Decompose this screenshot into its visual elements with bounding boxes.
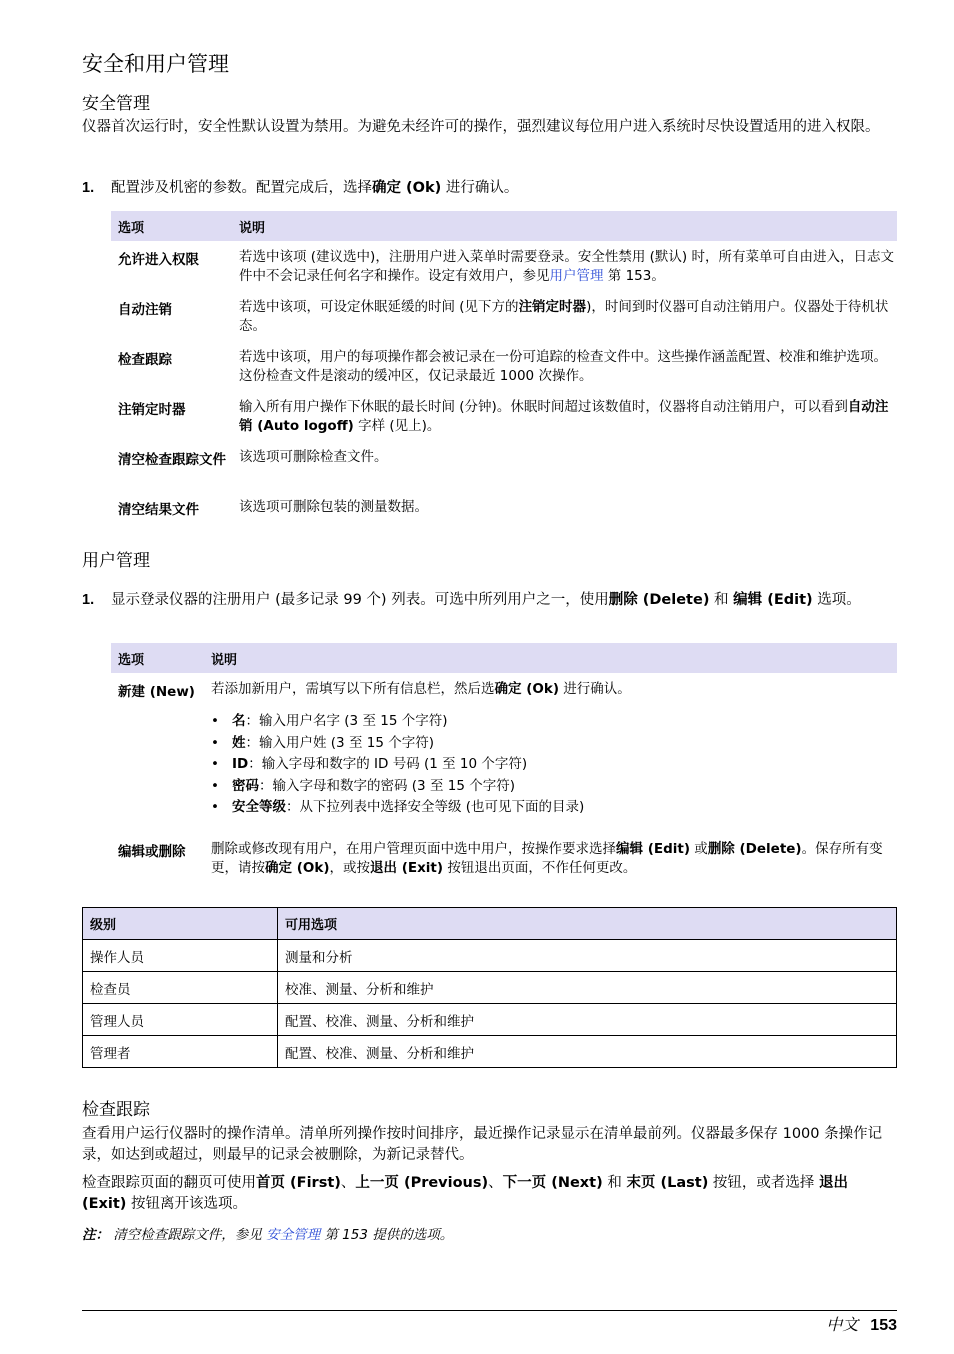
exit-term: 退出 (Exit) xyxy=(82,1175,849,1212)
option-name: 清空结果文件 xyxy=(118,502,199,518)
option-description xyxy=(239,398,897,448)
field-text: ：输入用户姓 (3 至 15 个字符) xyxy=(245,734,434,751)
table-row xyxy=(111,298,897,348)
text-part: 、 xyxy=(340,1175,356,1191)
level-cell: 管理者 xyxy=(83,1036,278,1068)
table-row xyxy=(111,680,897,819)
step-text xyxy=(111,590,897,610)
page-footer xyxy=(826,1312,897,1335)
header-description: 说明 xyxy=(239,220,266,236)
first-term: 首页 (First) xyxy=(256,1175,341,1191)
table-header xyxy=(111,643,897,673)
note-label: 注： xyxy=(82,1227,109,1243)
step-text-part: 显示登录仪器的注册用户 (最多记录 99 个) 列表。可选中所列用户之一，使用 xyxy=(111,592,609,608)
desc-part: 。保存所有变更，请按 xyxy=(211,840,883,876)
step-text xyxy=(111,178,897,198)
security-intro: 仪器首次运行时，安全性默认设置为禁用。为避免未经许可的操作，强烈建议每位用户进入系统时尽快设置适用的进入权限。 xyxy=(82,119,880,135)
options-cell: 校准、测量、分析和维护 xyxy=(278,972,897,1004)
option-name: 编辑或删除 xyxy=(118,843,186,860)
section-heading-audit: 检查跟踪 xyxy=(82,1100,150,1120)
desc-part: 删除或修改现有用户，在用户管理页面中选中用户，按操作要求选择 xyxy=(211,840,616,857)
security-options-table xyxy=(111,211,897,528)
text-part: 按钮离开该选项。 xyxy=(126,1196,248,1212)
header-description: 说明 xyxy=(211,652,238,668)
desc-part: 若选中该项 (建议选中)，注册用户进入菜单时需要登录。安全性禁用 (默认) 时，所有菜单可自由进入，日志文件中不会记录任何名字和操作。设定有效用户，参见 xyxy=(239,249,894,284)
next-term: 下一页 (Next) xyxy=(502,1175,603,1191)
level-cell: 管理人员 xyxy=(83,1004,278,1036)
note-text: 第 153 提供的选项。 xyxy=(320,1227,454,1243)
security-management-link[interactable]: 安全管理 xyxy=(266,1227,321,1243)
options-cell: 配置、校准、测量、分析和维护 xyxy=(278,1004,897,1036)
field-text: ：从下拉列表中选择安全等级 (也可见下面的目录) xyxy=(286,799,585,815)
table-row xyxy=(111,448,897,498)
option-name: 允许进入权限 xyxy=(118,252,199,268)
page-title: 安全和用户管理 xyxy=(82,52,229,76)
field-label: 名 xyxy=(232,713,246,729)
option-name: 注销定时器 xyxy=(118,402,186,418)
level-cell: 操作人员 xyxy=(83,940,278,972)
section-heading-security: 安全管理 xyxy=(82,94,150,114)
level-cell: 检查员 xyxy=(83,972,278,1004)
note-text: 清空检查跟踪文件，参见 xyxy=(109,1227,267,1243)
text-part: 检查跟踪页面的翻页可使用 xyxy=(82,1175,256,1191)
list-item xyxy=(211,754,897,776)
security-levels-table xyxy=(82,907,897,1068)
options-cell: 配置、校准、测量、分析和维护 xyxy=(278,1036,897,1068)
step-number: 1. xyxy=(82,592,95,608)
table-row xyxy=(83,1004,897,1036)
table-row xyxy=(83,1036,897,1068)
note xyxy=(82,1223,453,1243)
option-name: 自动注销 xyxy=(118,302,172,318)
ok-term: 确定 (Ok) xyxy=(265,859,330,876)
users-step-1 xyxy=(82,590,897,610)
option-description xyxy=(239,298,897,348)
option-description: 该选项可删除检查文件。 xyxy=(239,449,388,465)
security-step-1 xyxy=(82,178,897,198)
field-label: 姓 xyxy=(232,734,246,751)
list-item xyxy=(211,711,897,733)
exit-term: 退出 (Exit) xyxy=(370,859,444,876)
user-management-link[interactable]: 用户管理 xyxy=(549,268,604,284)
table-row xyxy=(111,840,897,878)
audit-paragraph-1: 查看用户运行仪器时的操作清单。清单所列操作按时间排序，最近操作记录显示在清单最前列。仪器最多保存 1000 条操作记录，如达到或超过，则最早的记录会被删除，为新记录替代。 xyxy=(82,1126,883,1163)
table-row xyxy=(83,940,897,972)
option-description xyxy=(211,680,897,819)
text-part: 、 xyxy=(488,1175,503,1191)
field-text: ：输入字母和数字的 ID 号码 (1 至 10 个字符) xyxy=(248,756,528,772)
option-description: 若选中该项，用户的每项操作都会被记录在一份可追踪的检查文件中。这些操作涵盖配置、校准和维护选项。这份检查文件是滚动的缓冲区，仅记录最近 1000 次操作。 xyxy=(239,349,887,384)
new-user-intro xyxy=(211,680,897,699)
edit-term: 编辑 (Edit) xyxy=(733,592,813,608)
footer-divider xyxy=(82,1310,897,1311)
table-header xyxy=(83,908,897,940)
option-description xyxy=(211,840,897,878)
delete-term: 删除 (Delete) xyxy=(707,840,802,857)
field-label: 安全等级 xyxy=(232,799,286,815)
header-available-options: 可用选项 xyxy=(278,908,897,940)
desc-part: 进行确认。 xyxy=(559,681,631,697)
edit-term: 编辑 (Edit) xyxy=(616,840,691,857)
step-text-part: 配置涉及机密的参数。配置完成后，选择 xyxy=(111,180,372,196)
section-heading-users: 用户管理 xyxy=(82,551,150,571)
desc-part: )，时间到时仪器可自动注销用户。仪器处于待机状态。 xyxy=(239,299,889,334)
field-text: ：输入字母和数字的密码 (3 至 15 个字符) xyxy=(259,777,515,794)
desc-part: 第 153。 xyxy=(603,268,665,284)
desc-part: 按钮退出页面，不作任何更改。 xyxy=(443,859,637,876)
header-option: 选项 xyxy=(118,652,145,668)
last-term: 末页 (Last) xyxy=(626,1175,709,1191)
step-text-part: 和 xyxy=(709,592,734,608)
table-row xyxy=(111,498,897,528)
table-row xyxy=(111,348,897,398)
desc-part: 或 xyxy=(690,840,708,857)
step-number: 1. xyxy=(82,180,95,196)
step-text-part: 进行确认。 xyxy=(441,180,519,196)
option-name: 新建 (New) xyxy=(118,684,195,700)
option-name: 清空检查跟踪文件 xyxy=(118,452,226,468)
page-number: 153 xyxy=(870,1317,897,1334)
text-part: 和 xyxy=(602,1175,627,1191)
user-fields-list xyxy=(211,711,897,819)
delete-term: 删除 (Delete) xyxy=(608,592,710,608)
option-description: 该选项可删除包装的测量数据。 xyxy=(239,499,428,515)
desc-part: 输入所有用户操作下休眠的最长时间 (分钟)。休眠时间超过该数值时，仪器将自动注销用户，可以看到 xyxy=(239,399,848,415)
header-option: 选项 xyxy=(118,220,145,236)
ok-term: 确定 (Ok) xyxy=(494,681,559,697)
users-options-table xyxy=(111,643,897,878)
table-row xyxy=(111,398,897,448)
desc-part: 若添加新用户，需填写以下所有信息栏，然后选 xyxy=(211,681,495,697)
logoff-timer-term: 注销定时器 xyxy=(518,299,587,315)
list-item xyxy=(211,776,897,798)
desc-part: ，或按 xyxy=(329,859,370,876)
table-header xyxy=(111,211,897,241)
ok-term: 确定 (Ok) xyxy=(372,180,442,196)
list-item xyxy=(211,733,897,755)
table-row xyxy=(111,248,897,298)
field-label: ID xyxy=(232,756,249,772)
options-cell: 测量和分析 xyxy=(278,940,897,972)
list-item xyxy=(211,797,897,819)
table-row xyxy=(83,972,897,1004)
auto-logoff-term: 自动注销 (Auto logoff) xyxy=(239,399,889,434)
desc-part: 字样 (见上)。 xyxy=(353,418,441,434)
field-label: 密码 xyxy=(232,777,259,794)
field-text: ：输入用户名字 (3 至 15 个字符) xyxy=(245,713,448,729)
previous-term: 上一页 (Previous) xyxy=(355,1175,489,1191)
footer-language: 中文 xyxy=(826,1315,859,1334)
text-part: 按钮，或者选择 xyxy=(708,1175,820,1191)
header-level: 级别 xyxy=(83,908,278,940)
audit-paragraph-2 xyxy=(82,1173,897,1215)
option-name: 检查跟踪 xyxy=(118,352,172,368)
step-text-part: 选项。 xyxy=(812,592,861,608)
option-description xyxy=(239,248,897,298)
desc-part: 若选中该项，可设定休眠延缓的时间 (见下方的 xyxy=(239,299,519,315)
